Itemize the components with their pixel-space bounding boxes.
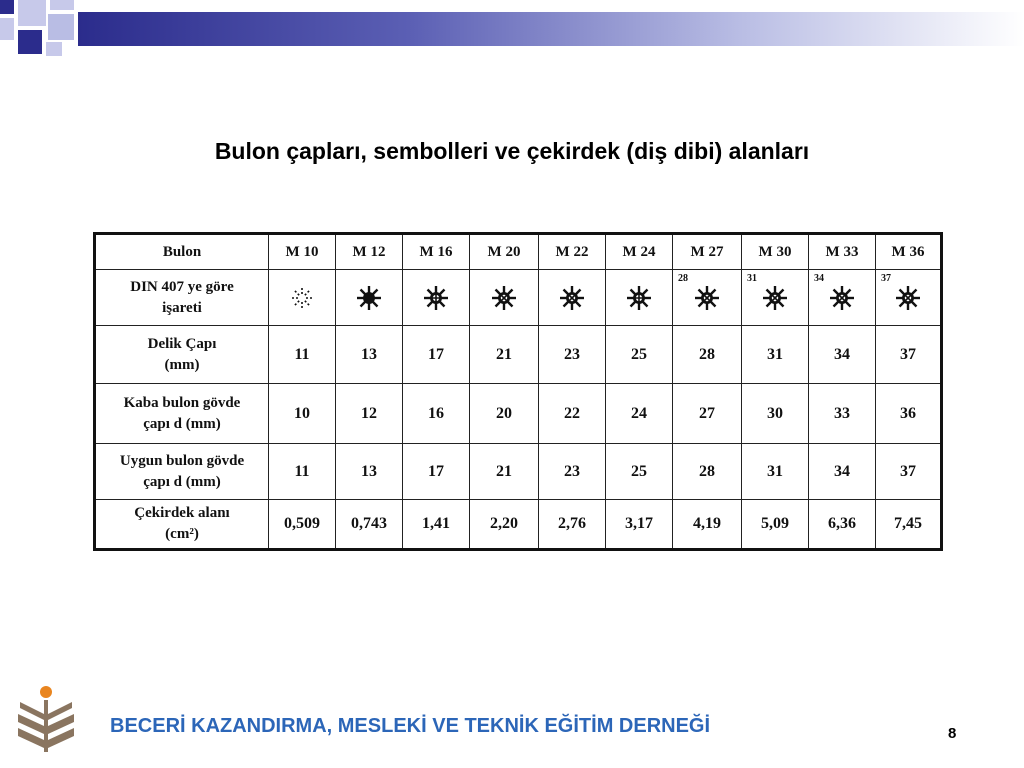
bolt-symbol-icon bbox=[269, 285, 335, 311]
table-cell: 20 bbox=[470, 384, 539, 444]
symbol-row bbox=[95, 270, 942, 326]
header-decoration bbox=[0, 0, 90, 70]
table-cell: 34 bbox=[809, 326, 876, 384]
row-label-line: çapı d (mm) bbox=[143, 473, 221, 490]
bolt-symbol-icon bbox=[539, 285, 605, 311]
column-header: M 33 bbox=[809, 234, 876, 270]
table-cell: 25 bbox=[606, 326, 673, 384]
table-cell: 2,76 bbox=[539, 500, 606, 550]
table-cell: 11 bbox=[269, 444, 336, 500]
bolt-symbol-icon bbox=[403, 285, 469, 311]
table-cell: 3,17 bbox=[606, 500, 673, 550]
slide-title: Bulon çapları, sembolleri ve çekirdek (diş dibi) alanları bbox=[214, 138, 810, 164]
table-cell: 31 bbox=[742, 444, 809, 500]
bolt-symbol-icon bbox=[876, 285, 940, 311]
table-cell: 4,19 bbox=[673, 500, 742, 550]
table-cell: 34 bbox=[809, 444, 876, 500]
symbol-cell bbox=[539, 270, 606, 326]
table-cell: 12 bbox=[336, 384, 403, 444]
table-row bbox=[95, 326, 942, 384]
table-cell: 7,45 bbox=[876, 500, 942, 550]
header-gradient-bar bbox=[78, 12, 1024, 46]
row-label bbox=[95, 326, 269, 384]
page-number: 8 bbox=[948, 725, 957, 742]
bolt-symbol-icon bbox=[673, 285, 741, 311]
table-cell: 2,20 bbox=[470, 500, 539, 550]
table-cell: 10 bbox=[269, 384, 336, 444]
table-cell: 30 bbox=[742, 384, 809, 444]
table-cell: 21 bbox=[470, 444, 539, 500]
table-cell: 28 bbox=[673, 444, 742, 500]
table-cell: 36 bbox=[876, 384, 942, 444]
column-header: M 22 bbox=[539, 234, 606, 270]
row-label bbox=[95, 384, 269, 444]
table-cell: 25 bbox=[606, 444, 673, 500]
symbol-cell bbox=[336, 270, 403, 326]
row-label bbox=[95, 500, 269, 550]
row-label-line: Uygun bulon gövde bbox=[119, 452, 245, 469]
row-label bbox=[95, 270, 269, 326]
row-label-line: (cm²) bbox=[165, 526, 199, 542]
symbol-cell bbox=[606, 270, 673, 326]
table-cell: 5,09 bbox=[742, 500, 809, 550]
corner-number: 34 bbox=[814, 273, 824, 284]
bolt-symbol-icon bbox=[606, 285, 672, 311]
column-header: M 20 bbox=[470, 234, 539, 270]
corner-number: 28 bbox=[678, 273, 688, 284]
table-cell: 37 bbox=[876, 326, 942, 384]
table-cell: 6,36 bbox=[809, 500, 876, 550]
row-label-line: Delik Çapı bbox=[147, 335, 217, 352]
table-cell: 24 bbox=[606, 384, 673, 444]
table-cell: 0,509 bbox=[269, 500, 336, 550]
symbol-cell bbox=[742, 270, 809, 326]
symbol-cell bbox=[269, 270, 336, 326]
table-row bbox=[95, 384, 942, 444]
column-header: M 36 bbox=[876, 234, 942, 270]
table-cell: 33 bbox=[809, 384, 876, 444]
table-cell: 17 bbox=[403, 444, 470, 500]
footer-organization-name: BECERİ KAZANDIRMA, MESLEKİ VE TEKNİK EĞİTİM DERNEĞİ bbox=[110, 715, 711, 737]
table-cell: 11 bbox=[269, 326, 336, 384]
corner-number: 31 bbox=[747, 273, 757, 284]
table-cell: 28 bbox=[673, 326, 742, 384]
column-header: M 12 bbox=[336, 234, 403, 270]
row-label-line: DIN 407 ye göre bbox=[130, 278, 234, 295]
bolt-symbol-icon bbox=[470, 285, 538, 311]
symbol-cell bbox=[403, 270, 470, 326]
table-cell: 0,743 bbox=[336, 500, 403, 550]
row-label-line: (mm) bbox=[164, 356, 200, 373]
bolt-symbol-icon bbox=[742, 285, 808, 311]
table-cell: 21 bbox=[470, 326, 539, 384]
table-row bbox=[95, 444, 942, 500]
symbol-cell bbox=[470, 270, 539, 326]
table-cell: 31 bbox=[742, 326, 809, 384]
row-label-line: Çekirdek alanı bbox=[134, 505, 230, 521]
table-cell: 37 bbox=[876, 444, 942, 500]
column-header: M 10 bbox=[269, 234, 336, 270]
symbol-cell bbox=[809, 270, 876, 326]
column-header: M 24 bbox=[606, 234, 673, 270]
table-header-row bbox=[95, 234, 942, 270]
table-cell: 23 bbox=[539, 444, 606, 500]
corner-number: 37 bbox=[881, 273, 891, 284]
row-label-line: işareti bbox=[162, 299, 202, 316]
row-label-line: çapı d (mm) bbox=[143, 415, 221, 432]
table-cell: 17 bbox=[403, 326, 470, 384]
table-cell: 16 bbox=[403, 384, 470, 444]
table-cell: 13 bbox=[336, 326, 403, 384]
column-header: M 30 bbox=[742, 234, 809, 270]
symbol-cell bbox=[673, 270, 742, 326]
symbol-cell bbox=[876, 270, 942, 326]
table-row bbox=[95, 500, 942, 550]
bolt-symbol-icon bbox=[336, 285, 402, 311]
table-cell: 13 bbox=[336, 444, 403, 500]
table-cell: 22 bbox=[539, 384, 606, 444]
row-label bbox=[95, 444, 269, 500]
table-cell: 23 bbox=[539, 326, 606, 384]
bolt-symbol-icon bbox=[809, 285, 875, 311]
bolt-table bbox=[93, 232, 943, 551]
column-header: M 27 bbox=[673, 234, 742, 270]
organization-logo bbox=[14, 686, 82, 761]
corner-header: Bulon bbox=[95, 234, 269, 270]
row-label-line: Kaba bulon gövde bbox=[123, 394, 241, 411]
table-cell: 27 bbox=[673, 384, 742, 444]
table-cell: 1,41 bbox=[403, 500, 470, 550]
bolt-table-container bbox=[93, 232, 943, 551]
column-header: M 16 bbox=[403, 234, 470, 270]
